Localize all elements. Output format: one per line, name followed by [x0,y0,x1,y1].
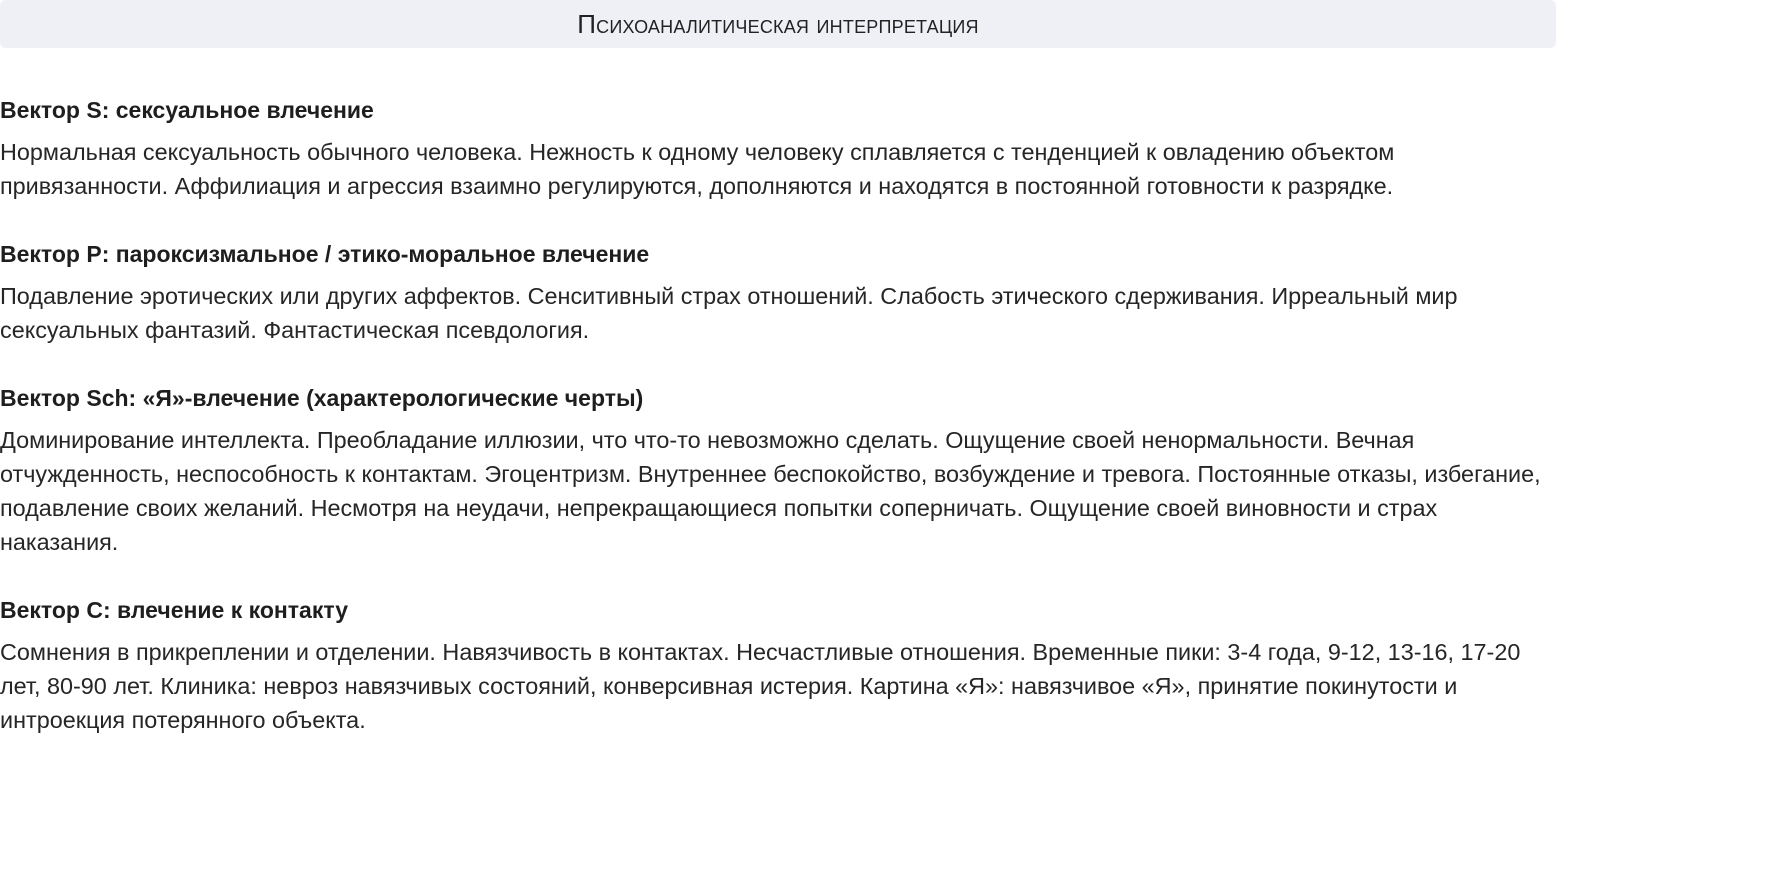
vector-sections [0,93,1560,771]
vector-p-heading: Вектор P: пароксизмальное / этико-моральное влечение [0,241,650,267]
vector-c-heading: Вектор C: влечение к контакту [0,597,348,623]
vector-s-text: Нормальная сексуальность обычного человека. Нежность к одному человеку сплавляется с тенденцией к овладению объектом привязанности. Аффилиация и агрессия взаимно регулируются, дополняются и находятся в постоянной готовности к разрядке. [0,139,1395,199]
vector-sch-text: Доминирование интеллекта. Преобладание иллюзии, что что-то невозможно сделать. Ощущение своей ненормальности. Вечная отчужденность, неспособность к контактам. Эгоцентризм. Внутреннее беспокойство, возбуждение и тревога. Постоянные отказы, избегание, подавление своих желаний. Несмотря на неудачи, непрекращающиеся попытки соперничать. Ощущение своей виновности и страх наказания. [0,427,1541,555]
vector-s-section [0,93,1560,203]
vector-p-text: Подавление эротических или других аффектов. Сенситивный страх отношений. Слабость этического сдерживания. Ирреальный мир сексуальных фантазий. Фантастическая псевдология. [0,283,1458,343]
vector-sch-section [0,381,1560,559]
vector-s-heading: Вектор S: сексуальное влечение [0,97,374,123]
vector-p-section [0,237,1560,347]
vector-c-text: Сомнения в прикреплении и отделении. Навязчивость в контактах. Несчастливые отношения. Временные пики: 3-4 года, 9-12, 13-16, 17-20 лет, 80-90 лет. Клиника: невроз навязчивых состояний, конверсивная истерия. Картина «Я»: навязчивое «Я», принятие покинутости и интроекция потерянного объекта. [0,639,1521,733]
section-header-bar [0,0,1556,48]
vector-sch-heading: Вектор Sch: «Я»-влечение (характерологические черты) [0,385,644,411]
vector-c-section [0,593,1560,737]
page-title: Психоаналитическая интерпретация [577,8,979,39]
